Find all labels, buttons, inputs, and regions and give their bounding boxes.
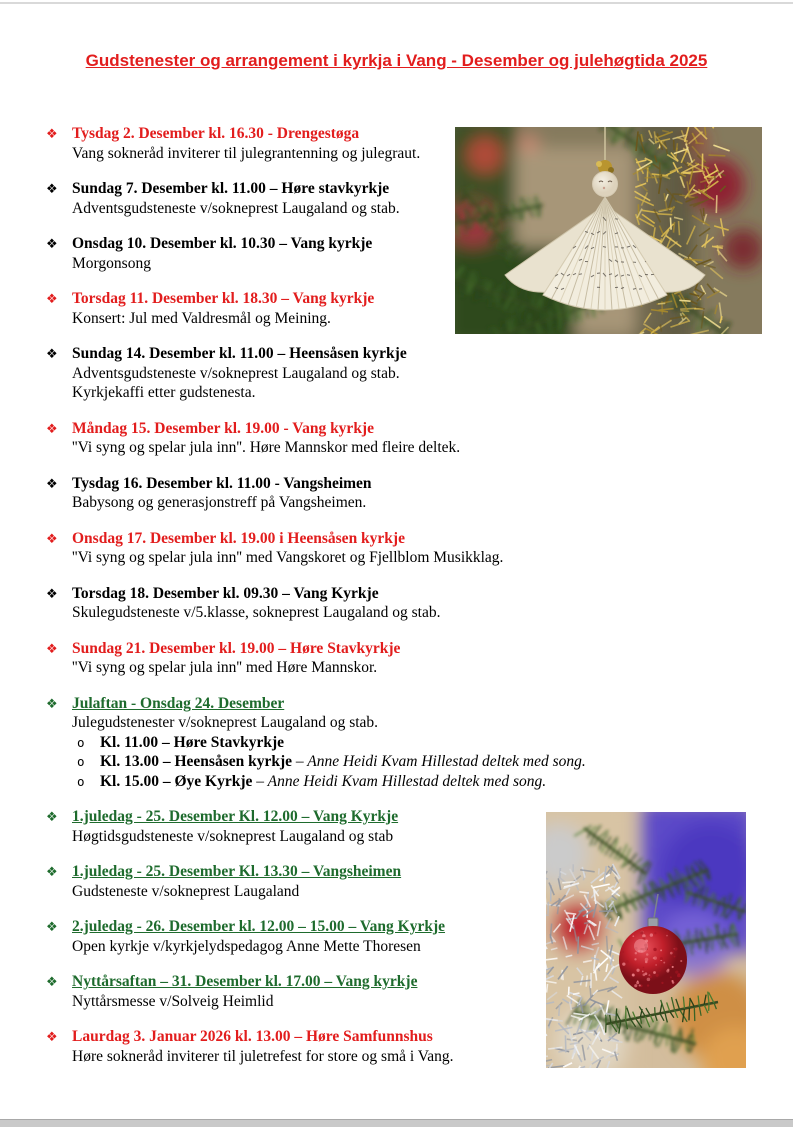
diamond-bullet-icon: ❖ [46, 920, 58, 935]
event-detail-line: Vang sokneråd inviterer til julegrantenning og julegraut. [72, 144, 421, 162]
circle-bullet-icon: o [77, 734, 85, 750]
event-item [46, 474, 706, 513]
event-heading: 1.juledag - 25. Desember Kl. 12.00 – Vang Kyrkje [72, 808, 399, 825]
event-item [46, 694, 706, 792]
event-heading: Laurdag 3. Januar 2026 kl. 13.00 – Høre Samfunnshus [72, 1028, 433, 1045]
diamond-bullet-icon: ❖ [46, 975, 58, 990]
event-heading: Torsdag 18. Desember kl. 09.30 – Vang Kyrkje [72, 584, 379, 602]
event-item [46, 584, 706, 623]
diamond-bullet-icon: ❖ [46, 1030, 58, 1045]
angel-ornament-photo [455, 127, 762, 334]
event-heading: Sundag 14. Desember kl. 11.00 – Heensåsen kyrkje [72, 345, 407, 362]
event-detail-line: Gudsteneste v/sokneprest Laugaland [72, 882, 300, 900]
circle-bullet-icon: o [77, 773, 85, 789]
event-detail-line: Konsert: Jul med Valdresmål og Meining. [72, 309, 331, 327]
sub-item-time-place: Kl. 15.00 – Øye Kyrkje [100, 772, 253, 790]
event-heading: Sundag 21. Desember kl. 19.00 – Høre Stavkyrkje [72, 639, 401, 657]
event-detail-line: Adventsgudsteneste v/sokneprest Laugaland og stab. [72, 199, 400, 217]
diamond-bullet-icon: ❖ [46, 531, 58, 547]
sub-item-time-place: Kl. 13.00 – Heensåsen kyrkje [100, 753, 293, 770]
diamond-bullet-icon: ❖ [46, 641, 58, 657]
event-sub-item [72, 772, 706, 792]
event-heading: Nyttårsaftan – 31. Desember kl. 17.00 – Vang kyrkje [72, 973, 418, 990]
event-item [46, 419, 706, 458]
event-detail-line: Høgtidsgudsteneste v/sokneprest Laugaland og stab [72, 827, 394, 845]
event-heading: 1.juledag - 25. Desember Kl. 13.30 – Vangsheimen [72, 863, 402, 880]
event-detail-line: Nyttårsmesse v/Solveig Heimlid [72, 992, 274, 1010]
event-detail-line: Morgonsong [72, 254, 151, 272]
circle-bullet-icon: o [77, 754, 85, 769]
event-heading: Torsdag 11. Desember kl. 18.30 – Vang kyrkje [72, 290, 375, 307]
sub-item-note: – Anne Heidi Kvam Hillestad deltek med song. [292, 753, 586, 770]
event-detail-line: Julegudstenester v/sokneprest Laugaland og stab. [72, 714, 379, 731]
event-heading: Sundag 7. Desember kl. 11.00 – Høre stavkyrkje [72, 180, 390, 197]
event-detail-line: ''Vi syng og spelar jula inn'' med Vangskoret og Fjellblom Musikklag. [72, 549, 504, 566]
event-detail-line: ''Vi syng og spelar jula inn'' med Høre Mannskor. [72, 659, 378, 676]
page-title [0, 51, 793, 71]
event-detail-line: ''Vi syng og spelar jula inn''. Høre Mannskor med fleire deltek. [72, 439, 461, 456]
event-sub-item [72, 752, 706, 772]
event-heading: Onsdag 17. Desember kl. 19.00 i Heensåsen kyrkje [72, 529, 405, 547]
event-heading: Julaftan - Onsdag 24. Desember [72, 694, 285, 712]
diamond-bullet-icon: ❖ [46, 865, 58, 880]
diamond-bullet-icon: ❖ [46, 476, 58, 492]
diamond-bullet-icon: ❖ [46, 347, 58, 362]
event-detail-line: Kyrkjekaffi etter gudstenesta. [72, 384, 256, 401]
event-heading: Tysdag 2. Desember kl. 16.30 - Drengestøga [72, 125, 360, 142]
diamond-bullet-icon: ❖ [46, 586, 58, 602]
event-detail-line: Babysong og generasjonstreff på Vangsheimen. [72, 494, 367, 511]
diamond-bullet-icon: ❖ [46, 421, 58, 437]
event-item [46, 529, 706, 568]
event-detail-line: Høre sokneråd inviterer til juletrefest for store og små i Vang. [72, 1047, 454, 1065]
page-bottom-edge [0, 1119, 793, 1127]
event-item [46, 639, 706, 678]
event-heading: Tysdag 16. Desember kl. 11.00 - Vangsheimen [72, 474, 372, 492]
page-top-edge [0, 2, 793, 4]
red-bauble-photo [546, 812, 746, 1068]
diamond-bullet-icon: ❖ [46, 696, 58, 712]
event-heading: Onsdag 10. Desember kl. 10.30 – Vang kyrkje [72, 235, 373, 252]
event-sub-item [72, 733, 706, 753]
event-heading: Måndag 15. Desember kl. 19.00 - Vang kyrkje [72, 419, 374, 437]
diamond-bullet-icon: ❖ [46, 292, 58, 307]
event-detail-line: Open kyrkje v/kyrkjelydspedagog Anne Mette Thoresen [72, 937, 421, 955]
diamond-bullet-icon: ❖ [46, 810, 58, 825]
sub-item-note: – Anne Heidi Kvam Hillestad deltek med song. [252, 772, 547, 790]
event-heading: 2.juledag - 26. Desember kl. 12.00 – 15.00 – Vang Kyrkje [72, 918, 446, 935]
event-detail-line: Adventsgudsteneste v/sokneprest Laugaland og stab. [72, 364, 400, 382]
event-item [46, 344, 706, 403]
diamond-bullet-icon: ❖ [46, 237, 58, 252]
sub-item-time-place: Kl. 11.00 – Høre Stavkyrkje [100, 733, 284, 751]
event-detail-line: Skulegudsteneste v/5.klasse, sokneprest Laugaland og stab. [72, 604, 441, 621]
page-title-text: Gudstenester og arrangement i kyrkja i Vang - Desember og julehøgtida 2025 [85, 51, 708, 70]
diamond-bullet-icon: ❖ [46, 127, 58, 142]
diamond-bullet-icon: ❖ [46, 182, 58, 197]
